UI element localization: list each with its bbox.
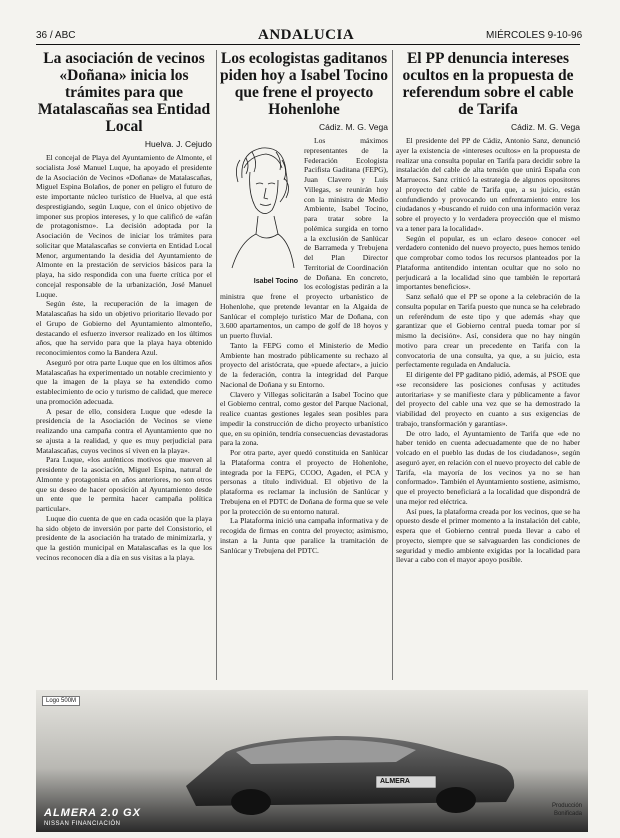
article-paragraph: Luque dio cuenta de que en cada ocasión que la playa ha sido objeto de inversión por parte del Consistorio, el presidente de la asociación ha tratado de minimizarla, y que la gestión municipal en Matalascañas es la que los vecinos reconocen día a día en sus visitas a la playa. xyxy=(36,513,212,562)
ad-corner-text xyxy=(552,802,582,818)
portrait-illustration xyxy=(220,138,298,286)
article-paragraph: De otro lado, el Ayuntamiento de Tarifa que «de no haber tenido en cuenta adecuadamente que de no haber volcado en el pueblo las dudas de los ciudadanos», según aseguró ayer, en relación con el nuevo proyecto del cable de Tarifa, «la mayoría de los vecinos ya no se han conformado». También el Ayuntamiento sostiene, asimismo, que el proyecto beneficiará a la localidad que dispondrá de una mejor red eléctrica. xyxy=(396,428,580,506)
article-paragraph: Clavero y Villegas solicitarán a Isabel Tocino que el Gobierno central, como gestor del Parque Nacional, realice cuantas gestiones legales sean posibles para impedir la construcción de dicho proyecto urbanístico que, en su opinión, tendría consecuencias devastadoras para la zona. xyxy=(220,389,388,448)
section-title: ANDALUCIA xyxy=(258,27,355,43)
article-body xyxy=(396,136,580,565)
article-cable-tarifa xyxy=(396,50,580,565)
article-paragraph: Para Luque, «los auténticos motivos que mueven al presidente de la asociación, Miguel Espina, natural de Almonte y protagonista en años anteriores, no son otros que su deseo de hacer oposición al Ayuntamiento desde un ente que le permita hacer campaña política particular». xyxy=(36,455,212,513)
article-paragraph: Según éste, la recuperación de la imagen de Matalascañas ha sido un objetivo prioritario llevado por el Grupo de Gobierno del Ayuntamiento almonteño, destacando el esfuerzo inversor realizado en los últimos años, que ha servido para que la playa haya obtenido reconocimientos como la Bandera Azul. xyxy=(36,299,212,357)
article-paragraph: El dirigente del PP gaditano pidió, además, al PSOE que «se reconsidere las posiciones confusas y actitudes autoritarias» y se manifieste clara y públicamente a favor del proyecto del cable una vez que se ha demostrado la viabilidad del proyecto en cuanto a sus exigencias de trabajo, transformación y garantías». xyxy=(396,370,580,428)
ad-financing: NISSAN FINANCIACIÓN xyxy=(44,821,121,827)
article-donana xyxy=(36,50,212,563)
article-paragraph: Sanz señaló que el PP se opone a la celebración de la consulta popular en Tarifa puesto que nunca se ha celebrado un referéndum de este tipo y que además «hay que garantizar que el Gobierno central pueda tomar por sí mismo la decisión». Así, considera que no hay ningún motivo para crear un precedente en Tarifa con la convocatoria de una consulta, ya que, a su juicio, esta perfectamente regulada en Andalucía. xyxy=(396,292,580,370)
article-ecologistas xyxy=(220,50,388,555)
header-divider xyxy=(36,44,580,45)
article-paragraph: Aseguró por otra parte Luque que en los últimos años Matalascañas ha experimentado un notable crecimiento y que la imagen de la playa se ha extendido como establecimiento de ocio y turismo de calidad, que merece una promoción adecuada. xyxy=(36,357,212,406)
article-paragraph: Por otra parte, ayer quedó constituida en Sanlúcar la Plataforma contra el proyecto de Hohenlohe, integrada por la FEPG, CCOO, Agaden, el PCA y personas a título individual. El objetivo de la plataforma es reclamar la inclusión de Sanlúcar y Trebujena en el PDTC de Doñana de forma que se vele por la protección de su entorno natural. xyxy=(220,448,388,516)
page-number: 36 / ABC xyxy=(36,30,76,41)
article-paragraph: Tanto la FEPG como el Ministerio de Medio Ambiente han mostrado públicamente su rechazo al proyecto del aristócrata, que «puede afectar», a juicio de la federación, contra la integridad del Parque Nacional de Doñana y su Entorno. xyxy=(220,340,388,389)
article-paragraph: Según el popular, es un «claro deseo» conocer «el verdadero contenido del nuevo proyecto, pues hemos tenido que comprobar como todos los recursos planteados por la Plataforma antitendido intentan ocultar que no solo no perjudicará a la localidad sino que también le reportará importantes beneficios». xyxy=(396,233,580,292)
column-divider xyxy=(392,50,393,680)
license-plate: ALMERA xyxy=(380,778,410,785)
article-paragraph: El concejal de Playa del Ayuntamiento de Almonte, el socialista José Manuel Luque, ha apoyado el presidente de la Asociación de Vecinos «Doñana» de Matalascañas, Miguel Espina Bolaños, de poner en peligro el futuro de este importante núcleo turístico de Huelva, al que está desprestigiando, según Luque, con el único objetivo de imponer sus propios intereses, y lo que calificó de «afán de protagonismo». La decisión adoptada por la Asociación de Vecinos de iniciar los trámites para solicitar que Matalascañas se convierta en Entidad Local Menor, argumentando la desidia del Ayuntamiento de Almonte en la prestación de servicios básicos para la playa, ha sido respondida con una fuerte crítica por el concejal responsable de la urbanización, José Manuel Luque. xyxy=(36,153,212,299)
portrait-drawing xyxy=(220,138,298,276)
article-headline: La asociación de vecinos «Doñana» inicia los trámites para que Matalascañas sea Entidad Local xyxy=(37,50,211,135)
ad-corner-line: Producción xyxy=(551,803,582,809)
article-byline: Cádiz. M. G. Vega xyxy=(511,122,580,132)
article-paragraph: Los máximos representantes de la Federación Ecologista Pacifista Gaditana (FEPG), Juan Clavero y Luis Villegas, se reunirán hoy con la ministra de Medio Ambiente, Isabel Tocino, para tratar sobre la polémica surgida en torno a la exclusión de Sanlúcar de Barrameda y Trebujena del Plan Director Territorial de Coordinación de Doñana. En concreto, los ecologistas pedirán a la ministra que frene el proyecto urbanístico de Hohenlohe, que pretende levantar en la Algaida de Sanlúcar el complejo turístico Mar de Doñana, con 3.600 apartamentos, un campo de golf de 18 hoyos y un puerto fluvial. xyxy=(220,136,388,340)
issue-date: MIÉRCOLES 9-10-96 xyxy=(486,30,583,41)
article-byline: Huelva. J. Cejudo xyxy=(144,139,212,149)
article-body xyxy=(220,136,388,555)
article-headline: Los ecologistas gaditanos piden hoy a Isabel Tocino que frene el proyecto Hohenlohe xyxy=(220,50,388,118)
article-headline: El PP denuncia intereses ocultos en la propuesta de referendum sobre el cable de Tarifa xyxy=(402,50,574,118)
article-paragraph: A pesar de ello, considera Luque que «desde la presidencia de la Asociación de Vecinos se viene realizando una campaña contra el Ayuntamiento que no se ajusta a la realidad, y que es muy perjudicial para Matalascañas, cuyos vecinos sí viven en la playa». xyxy=(36,406,212,455)
article-body xyxy=(36,153,212,563)
article-paragraph: Así pues, la plataforma creada por los vecinos, que se ha opuesto desde el primer momento a la instalación del cable, espera que el Gobierno central pueda llevar a cabo el proyecto, siempre que se salvaguarden las condiciones de seguridad y medio ambiente exigidas por la localidad para llevar a cabo con el mayor apoyo posible. xyxy=(396,506,580,565)
car-advertisement xyxy=(36,690,588,832)
ad-logo-chip: Logo 500M xyxy=(42,696,80,706)
article-paragraph: El presidente del PP de Cádiz, Antonio Sanz, denunció ayer la existencia de «intereses ocultos» en la propuesta de realizar una consulta popular en Tarifa para decidir sobre la instalación del cable de alta tensión que unirá España con Marruecos. Sanz criticó la estrategia de algunos opositores al proyecto del cable de Tarifa que, a su juicio, están confundiendo y provocando un enfrentamiento entre los ciudadanos y «buscando el ruido con una información veraz sobre el proyecto y lo verdadera proyección que el mismo va a tener para la localidad». xyxy=(396,136,580,233)
column-divider xyxy=(216,50,217,680)
article-paragraph: La Plataforma inició una campaña informativa y de recogida de firmas en contra del proyecto; asimismo, instan a la Junta que paralice la tramitación de Sanlúcar y Trebujena del PDTC. xyxy=(220,516,388,555)
ad-corner-line: Bonificada xyxy=(553,811,582,817)
article-byline: Cádiz. M. G. Vega xyxy=(319,122,388,132)
portrait-caption: Isabel Tocino xyxy=(253,278,298,285)
ad-model-name: ALMERA 2.0 GX xyxy=(44,807,141,819)
